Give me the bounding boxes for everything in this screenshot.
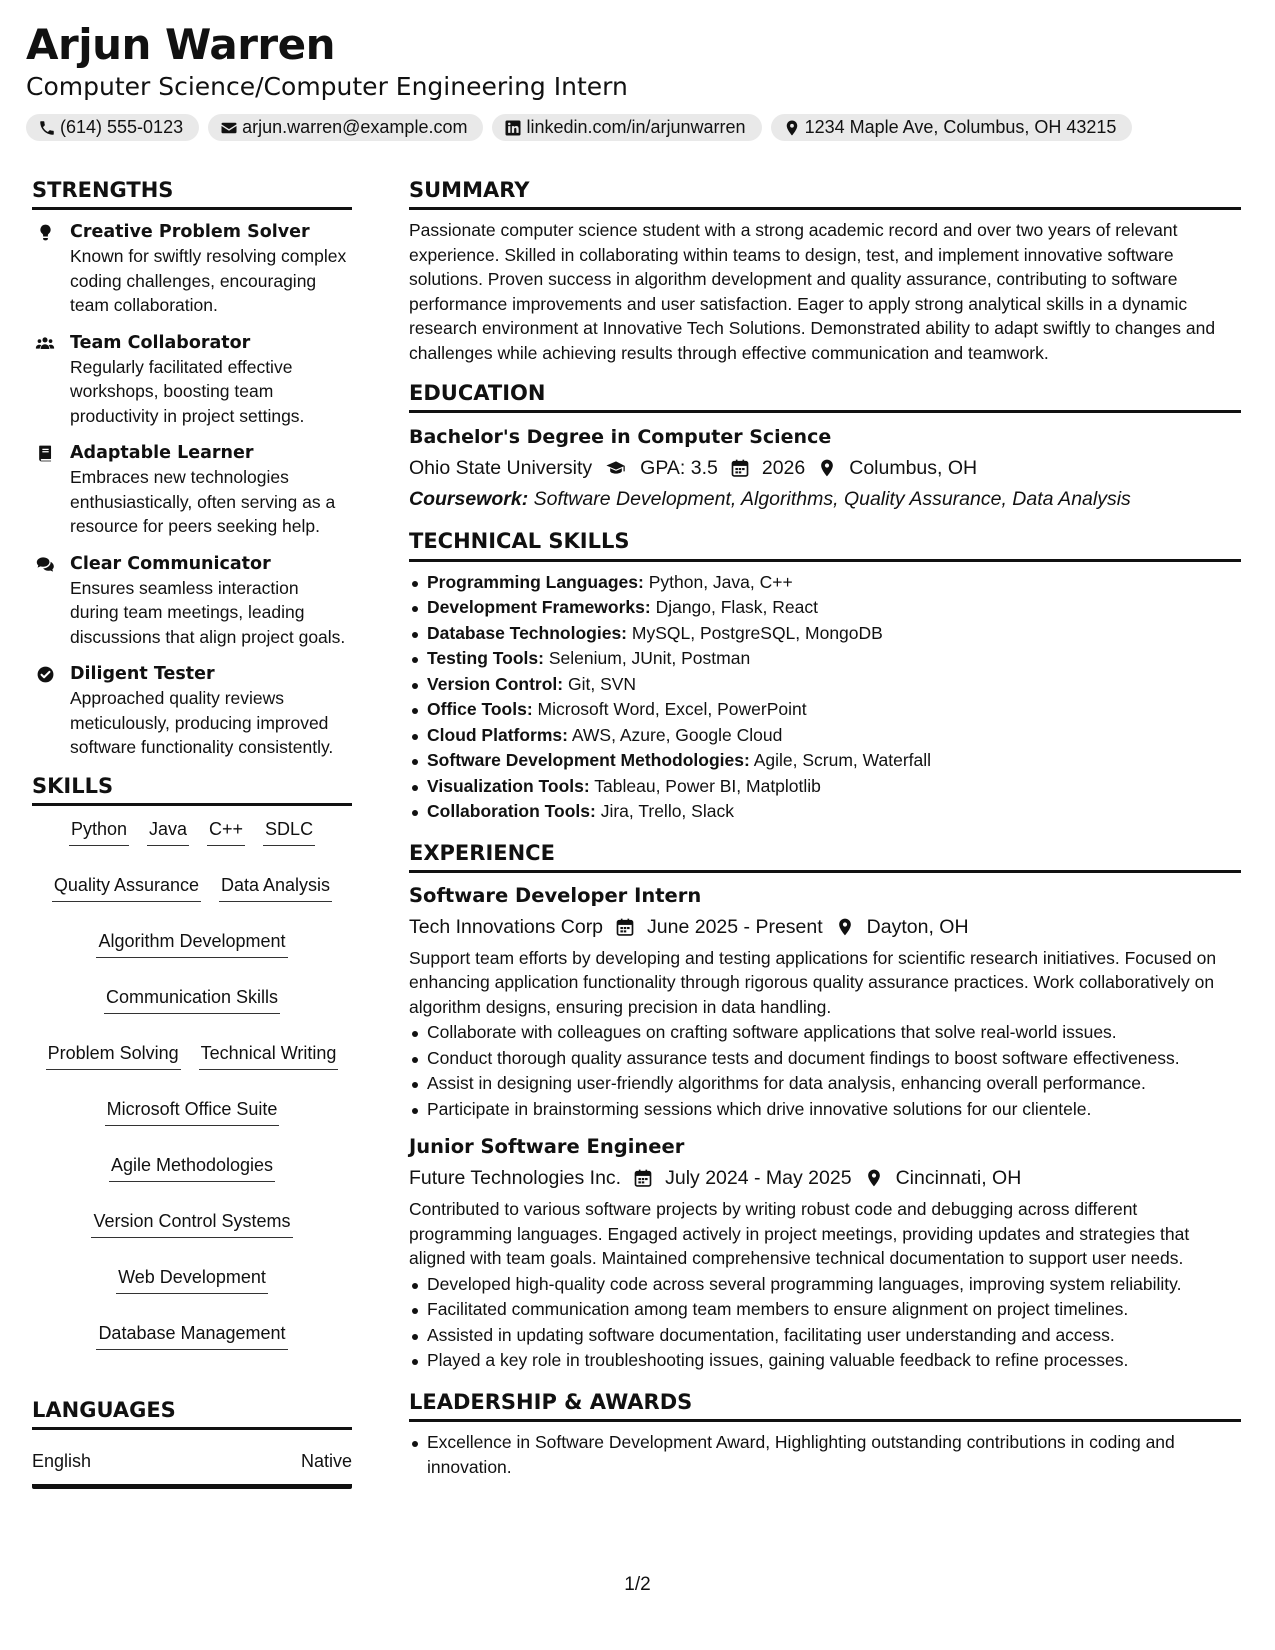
- strength-description: Known for swiftly resolving complex coding challenges, encouraging team collaboration.: [70, 246, 347, 316]
- skill-values: Agile, Scrum, Waterfall: [753, 750, 932, 771]
- school-location: Columbus, OH: [849, 457, 978, 480]
- left-column: [32, 178, 352, 1489]
- calendar-icon: [633, 1168, 653, 1188]
- skill-values: AWS, Azure, Google Cloud: [571, 724, 783, 745]
- skills-section: [32, 774, 352, 1350]
- skill-values: Jira, Trello, Slack: [600, 801, 734, 822]
- skill-category: Testing Tools:: [427, 648, 544, 669]
- job-entry: [409, 1134, 1241, 1374]
- strength-title: Team Collaborator: [70, 332, 251, 353]
- skill-category: Version Control:: [427, 673, 564, 694]
- job-summary: Contributed to various software projects by writing robust code and debugging across different programming languages. Engaged actively in project meetings, providing updates and strategies that aligned with team goals. Maintained comprehensive technical documentation to support user needs.: [409, 1199, 1190, 1269]
- list-item: Played a key role in troubleshooting issues, gaining valuable feedback to refine processes.: [409, 1348, 1241, 1374]
- contact-text: 1234 Maple Ave, Columbus, OH 43215: [804, 117, 1117, 137]
- experience-heading: EXPERIENCE: [409, 841, 1241, 873]
- job-bullets: [409, 1020, 1241, 1122]
- contact-phone[interactable]: [26, 114, 199, 141]
- job-summary: Support team efforts by developing and testing applications for scientific research initiatives. Focused on enhancing application functionality through rigorous quality assurance practices. Work collaboratively on algorithm designs, ensuring precision in data handling.: [409, 947, 1217, 1017]
- strength-item: [32, 552, 352, 650]
- skill-values: Git, SVN: [568, 673, 637, 694]
- strength-title: Diligent Tester: [70, 664, 215, 685]
- list-item: [409, 774, 1241, 800]
- skill-tag: Python: [69, 818, 129, 846]
- list-item: Assisted in updating software documentation, facilitating user understanding and access.: [409, 1323, 1241, 1349]
- technical-skills-list: [409, 570, 1241, 825]
- contact-address: [771, 114, 1133, 141]
- job-title: Software Developer Intern: [409, 883, 702, 907]
- technical-skills-heading: TECHNICAL SKILLS: [409, 529, 1241, 561]
- coursework: [409, 485, 1241, 513]
- check-circle-icon: [36, 665, 55, 684]
- map-pin-icon: [835, 917, 855, 937]
- skill-category: Development Frameworks:: [427, 597, 651, 618]
- skill-tag: Web Development: [116, 1266, 268, 1294]
- candidate-title: Computer Science/Computer Engineering Intern: [26, 72, 628, 101]
- book-icon: [36, 444, 55, 463]
- skill-values: MySQL, PostgreSQL, MongoDB: [631, 622, 883, 643]
- skill-tag: SDLC: [263, 818, 315, 846]
- skill-category: Visualization Tools:: [427, 775, 590, 796]
- contact-email[interactable]: [208, 114, 483, 141]
- strengths-heading: STRENGTHS: [32, 178, 352, 210]
- technical-skills-section: [409, 529, 1241, 824]
- education-heading: EDUCATION: [409, 381, 1241, 413]
- list-item: [409, 570, 1241, 596]
- skill-tag: Problem Solving: [46, 1042, 181, 1070]
- leadership-heading: LEADERSHIP & AWARDS: [409, 1390, 1241, 1422]
- graduation-year: 2026: [761, 457, 806, 480]
- skill-category: Cloud Platforms:: [427, 724, 568, 745]
- summary-heading: SUMMARY: [409, 178, 1241, 210]
- skill-tag: Data Analysis: [219, 874, 332, 902]
- right-column: [409, 178, 1241, 1481]
- list-item: Conduct thorough quality assurance tests and document findings to boost software effectiveness.: [409, 1046, 1241, 1072]
- contact-text: (614) 555-0123: [60, 117, 184, 137]
- skill-values: Microsoft Word, Excel, PowerPoint: [537, 699, 807, 720]
- education-meta: [409, 454, 1241, 482]
- skill-category: Database Technologies:: [427, 622, 628, 643]
- envelope-icon: [220, 119, 238, 137]
- job-meta: [409, 913, 1241, 941]
- comments-icon: [34, 555, 57, 574]
- job-dates: July 2024 - May 2025: [665, 1167, 852, 1190]
- skill-category: Office Tools:: [427, 699, 533, 720]
- skill-values: Django, Flask, React: [655, 597, 818, 618]
- list-item: Participate in brainstorming sessions which drive innovative solutions for our clientele.: [409, 1097, 1241, 1123]
- skill-values: Python, Java, C++: [648, 571, 793, 592]
- candidate-name: Arjun Warren: [26, 20, 336, 69]
- skills-tag-cloud: [32, 818, 352, 1350]
- skill-category: Collaboration Tools:: [427, 801, 596, 822]
- calendar-icon: [615, 917, 635, 937]
- list-item: Collaborate with colleagues on crafting software applications that solve real-world issues.: [409, 1020, 1241, 1046]
- company-name: Future Technologies Inc.: [409, 1167, 622, 1190]
- list-item: [409, 595, 1241, 621]
- strength-title: Clear Communicator: [70, 553, 271, 574]
- linkedin-icon: [504, 119, 522, 137]
- graduation-cap-icon: [604, 458, 628, 478]
- job-location: Dayton, OH: [866, 915, 969, 938]
- users-icon: [33, 334, 57, 353]
- leadership-list: [409, 1430, 1241, 1481]
- strength-title: Creative Problem Solver: [70, 222, 310, 243]
- skills-heading: SKILLS: [32, 774, 352, 806]
- phone-icon: [38, 119, 56, 137]
- map-pin-icon: [783, 119, 801, 137]
- skill-tag: Java: [147, 818, 189, 846]
- strength-description: Approached quality reviews meticulously, producing improved software functionality consistently.: [70, 688, 334, 758]
- map-pin-icon: [817, 458, 837, 478]
- degree-title: Bachelor's Degree in Computer Science: [409, 426, 832, 449]
- job-entry: [409, 883, 1241, 1123]
- strength-title: Adaptable Learner: [70, 443, 254, 464]
- job-title: Junior Software Engineer: [409, 1135, 685, 1159]
- list-item: [409, 799, 1241, 825]
- calendar-icon: [730, 458, 750, 478]
- summary-text: Passionate computer science student with a strong academic record and over two years of relevant experience. Skilled in collaborating within teams to design, test, and implement innovative software solutions. Proven success in algorithm development and quality assurance, contributing to software performance improvements and user satisfaction. Eager to apply strong analytical skills in a dynamic research environment at Innovative Tech Solutions. Demonstrated ability to adapt swiftly to changes and challenges while achieving results through effective communication and teamwork.: [409, 220, 1216, 363]
- company-name: Tech Innovations Corp: [409, 915, 604, 938]
- education-section: [409, 381, 1241, 513]
- strength-description: Regularly facilitated effective workshops, boosting team productivity in project settings.: [70, 356, 305, 426]
- list-item: [409, 621, 1241, 647]
- strength-item: [32, 441, 352, 539]
- strength-description: Embraces new technologies enthusiastically, often serving as a resource for peers seeking help.: [70, 467, 336, 537]
- coursework-list: Software Development, Algorithms, Quality Assurance, Data Analysis: [533, 488, 1131, 511]
- list-item: [409, 646, 1241, 672]
- languages-heading: LANGUAGES: [32, 1398, 352, 1430]
- page-number: 1/2: [624, 1574, 651, 1595]
- coursework-label: Coursework:: [409, 488, 529, 511]
- language-name: English: [32, 1451, 92, 1472]
- strengths-list: [32, 220, 352, 760]
- job-location: Cincinnati, OH: [895, 1167, 1022, 1190]
- list-item: [409, 748, 1241, 774]
- language-level: Native: [300, 1451, 352, 1472]
- skill-category: Programming Languages:: [427, 571, 644, 592]
- gpa: GPA: 3.5: [640, 457, 718, 480]
- job-meta: [409, 1164, 1241, 1192]
- job-dates: June 2025 - Present: [647, 915, 823, 938]
- list-item: Facilitated communication among team members to ensure alignment on project timelines.: [409, 1297, 1241, 1323]
- skill-tag: C++: [207, 818, 245, 846]
- languages-section: [32, 1398, 352, 1489]
- contact-text: linkedin.com/in/arjunwarren: [526, 117, 746, 137]
- list-item: Developed high-quality code across several programming languages, improving system reliability.: [409, 1272, 1241, 1298]
- leadership-section: [409, 1390, 1241, 1481]
- map-pin-icon: [864, 1168, 884, 1188]
- job-bullets: [409, 1272, 1241, 1374]
- school-name: Ohio State University: [409, 457, 593, 480]
- lightbulb-icon: [36, 223, 55, 242]
- list-item: [409, 672, 1241, 698]
- skill-tag: Algorithm Development: [96, 930, 287, 958]
- skill-tag: Database Management: [96, 1322, 287, 1350]
- skill-tag: Quality Assurance: [52, 874, 201, 902]
- list-item: Excellence in Software Development Award, Highlighting outstanding contributions in coding and innovation.: [409, 1430, 1241, 1481]
- strength-item: [32, 331, 352, 429]
- skill-tag: Agile Methodologies: [109, 1154, 275, 1182]
- skill-tag: Microsoft Office Suite: [105, 1098, 280, 1126]
- skill-category: Software Development Methodologies:: [427, 750, 750, 771]
- list-item: [409, 697, 1241, 723]
- strength-item: [32, 662, 352, 760]
- skill-values: Selenium, JUnit, Postman: [548, 648, 751, 669]
- skill-values: Tableau, Power BI, Matplotlib: [594, 775, 821, 796]
- strength-item: [32, 220, 352, 318]
- experience-section: [409, 841, 1241, 1374]
- contact-linkedin[interactable]: [492, 114, 761, 141]
- list-item: [409, 723, 1241, 749]
- strength-description: Ensures seamless interaction during team meetings, leading discussions that align project goals.: [70, 577, 346, 647]
- skill-tag: Communication Skills: [104, 986, 280, 1014]
- contact-text: arjun.warren@example.com: [242, 117, 468, 137]
- list-item: Assist in designing user-friendly algorithms for data analysis, enhancing overall performance.: [409, 1071, 1241, 1097]
- skill-tag: Version Control Systems: [91, 1210, 292, 1238]
- skill-tag: Technical Writing: [199, 1042, 339, 1070]
- contact-bar: [26, 114, 1132, 141]
- language-row: [32, 1451, 352, 1489]
